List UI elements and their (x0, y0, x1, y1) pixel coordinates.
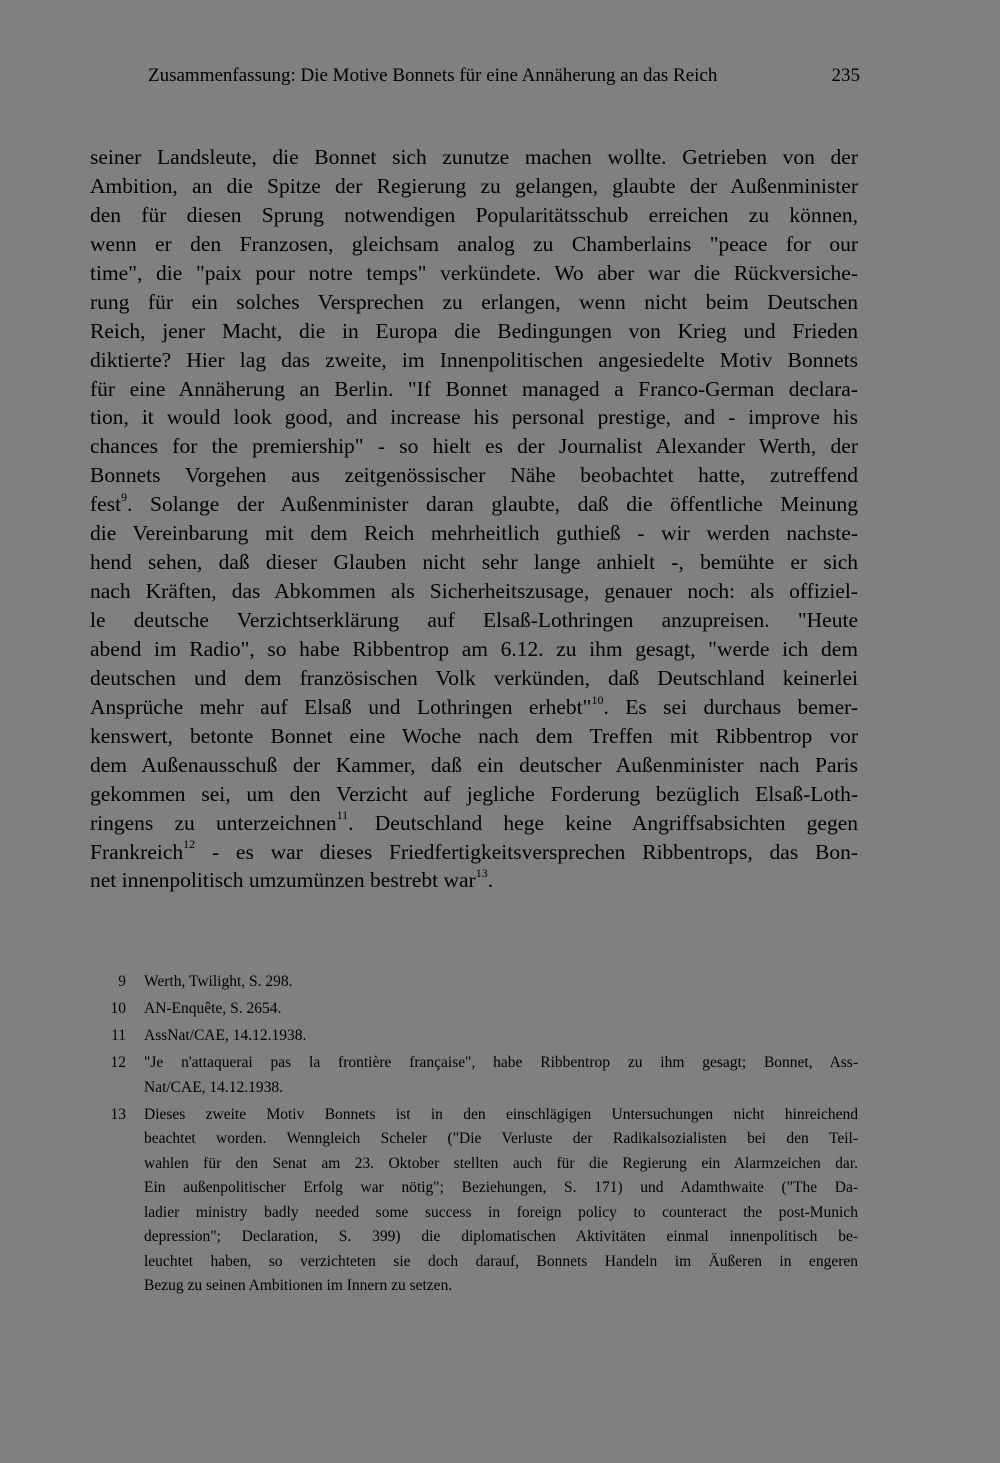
body-line: rung für ein solches Versprechen zu erlangen, wenn nicht beim Deutschen (90, 289, 858, 314)
body-line-with-footnote-13 (90, 866, 858, 895)
body-line: den für diesen Sprung notwendigen Popularitätsschub erreichen zu können, (90, 202, 858, 227)
footnote-line: Werth, Twilight, S. 298. (144, 973, 293, 990)
footnote-line: leuchtet haben, so verzichteten sie doch darauf, Bonnets Handeln im Äußeren in engeren (144, 1252, 858, 1270)
body-line-with-footnote-9 (90, 490, 858, 519)
footnote-line: AN-Enquête, S. 2654. (144, 1000, 282, 1017)
footnote-line: wahlen für den Senat am 23. Oktober stellten auch für die Regierung ein Alarmzeichen dar. (144, 1154, 858, 1172)
body-line-start: Frankreich (90, 839, 184, 864)
body-line: Reich, jener Macht, die in Europa die Bedingungen von Krieg und Frieden (90, 318, 858, 343)
footnote-10 (98, 997, 858, 1022)
footnote-ref-11: 11 (336, 808, 349, 823)
footnote-number: 11 (111, 1027, 126, 1044)
footnote-12 (98, 1051, 858, 1100)
body-line: tion, it would look good, and increase his personal prestige, and - improve his (90, 405, 858, 430)
body-line-end: . Deutschland hege keine Angriffsabsichten gegen (348, 810, 859, 835)
body-line-end: . Solange der Außenminister daran glaubte, daß die öffentliche Meinung (127, 492, 858, 517)
footnote-13 (98, 1103, 858, 1299)
footnote-ref-10: 10 (591, 692, 604, 707)
footnote-ref-9: 9 (121, 490, 128, 505)
footnote-line: Dieses zweite Motiv Bonnets ist in den einschlägigen Untersuchungen nicht hinreichend (144, 1105, 858, 1123)
body-line-end: . Es sei durchaus bemer- (603, 694, 858, 719)
body-line: wenn er den Franzosen, gleichsam analog zu Chamberlains "peace for our (90, 231, 858, 256)
footnote-line: Bezug zu seinen Ambitionen im Innern zu setzen. (144, 1277, 453, 1294)
running-head-title: Zusammenfassung: Die Motive Bonnets für eine Annäherung an das Reich (148, 65, 718, 86)
footnote-number: 10 (110, 1000, 126, 1017)
footnote-line: AssNat/CAE, 14.12.1938. (144, 1027, 307, 1044)
body-line: Ambition, an die Spitze der Regierung zu gelangen, glaubte der Außenminister (90, 173, 858, 198)
footnote-line: Ein außenpolitischer Erfolg war nötig"; Beziehungen, S. 171) und Adamthwaite ("The Da- (144, 1179, 858, 1196)
body-line-start: fest (90, 492, 122, 517)
footnote-ref-13: 13 (475, 866, 488, 881)
body-line: le deutsche Verzichtserklärung auf Elsaß-Lothringen anzupreisen. "Heute (90, 608, 858, 632)
footnote-9 (98, 970, 858, 995)
running-header (148, 62, 860, 90)
body-line-with-footnote-10 (90, 693, 858, 722)
footnote-number: 13 (110, 1105, 126, 1123)
footnote-number: 12 (110, 1054, 126, 1071)
body-line: die Vereinbarung mit dem Reich mehrheitlich guthieß - wir werden nachste- (90, 521, 858, 546)
footnote-11 (98, 1024, 858, 1049)
body-line-with-footnote-12 (90, 838, 858, 867)
body-line-end: - es war dieses Friedfertigkeitsversprechen Ribbentrops, das Bon- (195, 839, 858, 864)
body-paragraph (90, 143, 858, 895)
body-line: für eine Annäherung an Berlin. "If Bonnet managed a Franco-German declara- (90, 376, 858, 401)
footnote-line: beachtet worden. Wenngleich Scheler ("Die Verluste der Radikalsozialisten bei den Teil- (144, 1130, 858, 1147)
body-line-start: Ansprüche mehr auf Elsaß und Lothringen erhebt" (90, 694, 592, 719)
body-line: deutschen und dem französischen Volk verkünden, daß Deutschland keinerlei (90, 665, 858, 690)
body-line-start: ringens zu unterzeichnen (90, 810, 337, 835)
body-line: seiner Landsleute, die Bonnet sich zunutze machen wollte. Getrieben von der (90, 145, 858, 169)
footnote-line: Nat/CAE, 14.12.1938. (144, 1078, 284, 1096)
body-line: dem Außenausschuß der Kammer, daß ein deutscher Außenminister nach Paris (90, 752, 858, 777)
footnote-number: 9 (118, 973, 126, 990)
body-line: time", die "paix pour notre temps" verkündete. Wo aber war die Rückversiche- (90, 260, 858, 285)
body-line: abend im Radio", so habe Ribbentrop am 6.12. zu ihm gesagt, "werde ich dem (90, 636, 858, 661)
footnotes (98, 970, 858, 1301)
body-line: gekommen sei, um den Verzicht auf jegliche Forderung bezüglich Elsaß-Loth- (90, 781, 858, 806)
page-number: 235 (831, 65, 860, 86)
footnote-line: depression"; Declaration, S. 399) die diplomatischen Aktivitäten einmal innenpolitisch be- (144, 1228, 858, 1245)
body-line-start: net innenpolitisch umzumünzen bestrebt war (90, 868, 476, 893)
footnote-line: ladier ministry badly needed some success in foreign policy to counteract the post-Munich (144, 1203, 858, 1221)
body-line: hend sehen, daß dieser Glauben nicht sehr lange anhielt -, bemühte er sich (90, 550, 858, 575)
body-line: kenswert, betonte Bonnet eine Woche nach dem Treffen mit Ribbentrop vor (90, 723, 858, 748)
body-line-end: . (487, 868, 494, 893)
footnote-ref-12: 12 (183, 837, 196, 852)
body-line-with-footnote-11 (90, 809, 858, 838)
footnote-line: "Je n'attaquerai pas la frontière française", habe Ribbentrop zu ihm gesagt; Bonnet, Ass- (144, 1054, 858, 1071)
body-line: diktierte? Hier lag das zweite, im Innenpolitischen angesiedelte Motiv Bonnets (90, 347, 858, 372)
body-line: nach Kräften, das Abkommen als Sicherheitszusage, genauer noch: als offiziel- (90, 579, 858, 604)
body-line: Bonnets Vorgehen aus zeitgenössischer Nähe beobachtet hatte, zutreffend (90, 463, 858, 488)
body-line: chances for the premiership" - so hielt es der Journalist Alexander Werth, der (90, 434, 858, 459)
